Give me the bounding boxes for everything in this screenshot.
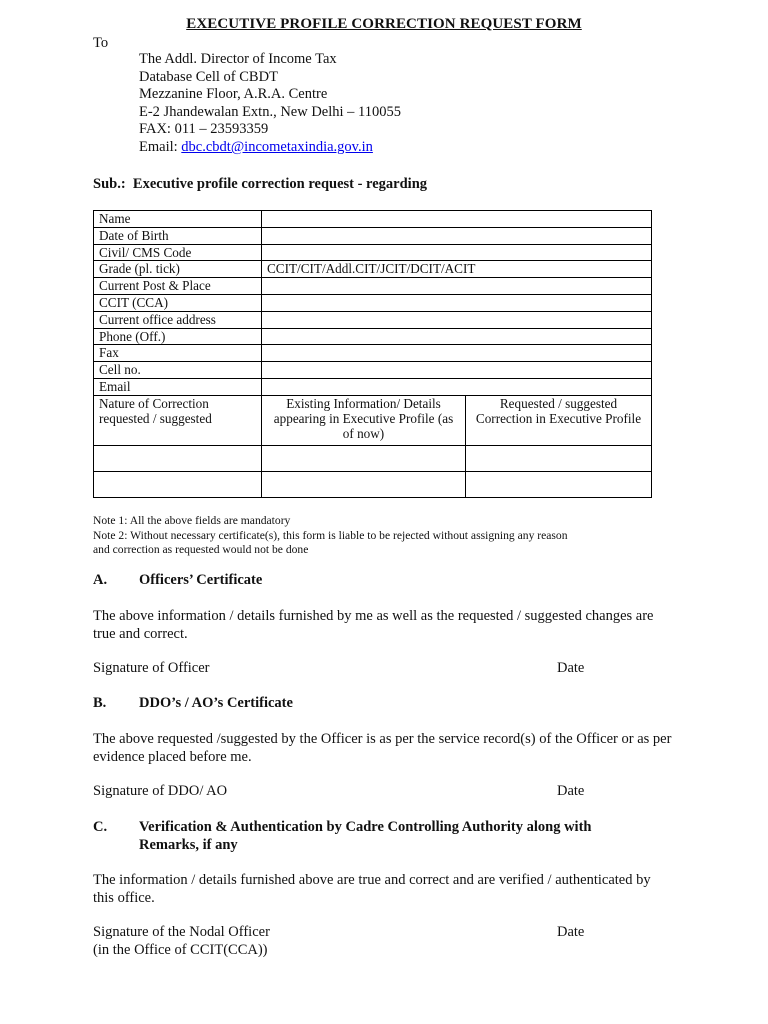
field-value-ccit-cca[interactable] [262, 294, 652, 311]
officer-date-label: Date [557, 660, 585, 676]
profile-table [93, 210, 652, 498]
field-label-email: Email [94, 378, 262, 395]
notes-block [93, 514, 693, 558]
header-requested-correction: Requested / suggested Correction in Executive Profile [466, 395, 652, 445]
field-value-cell[interactable] [262, 362, 652, 379]
section-c-letter: C. [93, 819, 108, 835]
table-row [94, 261, 652, 278]
correction-row [94, 445, 652, 471]
nodal-office-label: (in the Office of CCIT(CCA)) [93, 941, 268, 958]
header-existing-information: Existing Information/ Details appearing in Executive Profile (as of now) [262, 395, 466, 445]
field-value-name[interactable] [262, 211, 652, 228]
field-value-post-place[interactable] [262, 278, 652, 295]
correction-cell[interactable] [94, 445, 262, 471]
field-label-fax: Fax [94, 345, 262, 362]
address-line: Mezzanine Floor, A.R.A. Centre [139, 86, 328, 103]
correction-cell[interactable] [94, 471, 262, 497]
section-c-title-line-1: Verification & Authentication by Cadre Controlling Authority along with [139, 819, 592, 835]
correction-cell[interactable] [262, 445, 466, 471]
table-row [94, 311, 652, 328]
fax-line: FAX: 011 – 23593359 [139, 121, 269, 138]
table-row [94, 378, 652, 395]
table-row [94, 362, 652, 379]
nodal-officer-signature [93, 924, 270, 959]
form-title: EXECUTIVE PROFILE CORRECTION REQUEST FORM [186, 16, 582, 32]
address-line: Database Cell of CBDT [139, 68, 278, 85]
to-label: To [93, 35, 109, 51]
section-b-title: DDO’s / AO’s Certificate [139, 695, 293, 711]
correction-row [94, 471, 652, 497]
section-a-title: Officers’ Certificate [139, 572, 263, 588]
table-row [94, 328, 652, 345]
section-a-letter: A. [93, 572, 108, 588]
table-row [94, 278, 652, 295]
correction-cell[interactable] [466, 471, 652, 497]
note-1: Note 1: All the above fields are mandatory [93, 514, 291, 527]
ddo-signature-label: Signature of DDO/ AO [93, 783, 228, 799]
table-row [94, 345, 652, 362]
address-line: E-2 Jhandewalan Extn., New Delhi – 110055 [139, 103, 402, 120]
field-value-email[interactable] [262, 378, 652, 395]
field-value-phone[interactable] [262, 328, 652, 345]
note-2-line-2: and correction as requested would not be done [93, 543, 309, 557]
section-b-text: The above requested /suggested by the Officer is as per the service record(s) of the Officer or as per evidence placed before me. [93, 731, 672, 765]
email-label: Email: [139, 138, 178, 155]
table-row [94, 211, 652, 228]
field-label-cms-code: Civil/ CMS Code [94, 244, 262, 261]
table-row [94, 294, 652, 311]
section-b-letter: B. [93, 695, 107, 711]
subject-text: Executive profile correction request - regarding [132, 176, 428, 192]
section-c-text: The information / details furnished above are true and correct and are verified / authenticated by this office. [93, 872, 651, 906]
field-label-ccit-cca: CCIT (CCA) [94, 294, 262, 311]
field-label-office-address: Current office address [94, 311, 262, 328]
table-row [94, 244, 652, 261]
field-value-grade[interactable]: CCIT/CIT/Addl.CIT/JCIT/DCIT/ACIT [262, 261, 652, 278]
correction-header-row [94, 395, 652, 445]
address-line: The Addl. Director of Income Tax [139, 51, 337, 67]
officer-signature-label: Signature of Officer [93, 660, 210, 676]
section-a-text: The above information / details furnished by me as well as the requested / suggested changes are true and correct. [93, 608, 654, 642]
correction-cell[interactable] [262, 471, 466, 497]
email-line [139, 139, 401, 157]
subject-line [93, 176, 427, 193]
section-c-title [139, 819, 591, 854]
field-label-grade: Grade (pl. tick) [94, 261, 262, 278]
nodal-signature-label: Signature of the Nodal Officer [93, 924, 270, 940]
field-value-cms-code[interactable] [262, 244, 652, 261]
section-c-title-line-2: Remarks, if any [139, 836, 238, 853]
field-label-name: Name [94, 211, 262, 228]
nodal-date-label: Date [557, 924, 585, 940]
field-label-phone: Phone (Off.) [94, 328, 262, 345]
field-label-dob: Date of Birth [94, 227, 262, 244]
field-label-cell: Cell no. [94, 362, 262, 379]
subject-label: Sub.: [93, 176, 126, 192]
field-value-fax[interactable] [262, 345, 652, 362]
addressee-block [139, 51, 401, 157]
field-value-office-address[interactable] [262, 311, 652, 328]
note-2-line-1: Note 2: Without necessary certificate(s), this form is liable to be rejected without assigning any reason [93, 528, 568, 542]
field-value-dob[interactable] [262, 227, 652, 244]
ddo-date-label: Date [557, 783, 585, 799]
email-link[interactable]: dbc.cbdt@incometaxindia.gov.in [181, 138, 373, 155]
header-nature-of-correction: Nature of Correction requested / suggested [94, 395, 262, 445]
table-row [94, 227, 652, 244]
field-label-post-place: Current Post & Place [94, 278, 262, 295]
correction-cell[interactable] [466, 445, 652, 471]
